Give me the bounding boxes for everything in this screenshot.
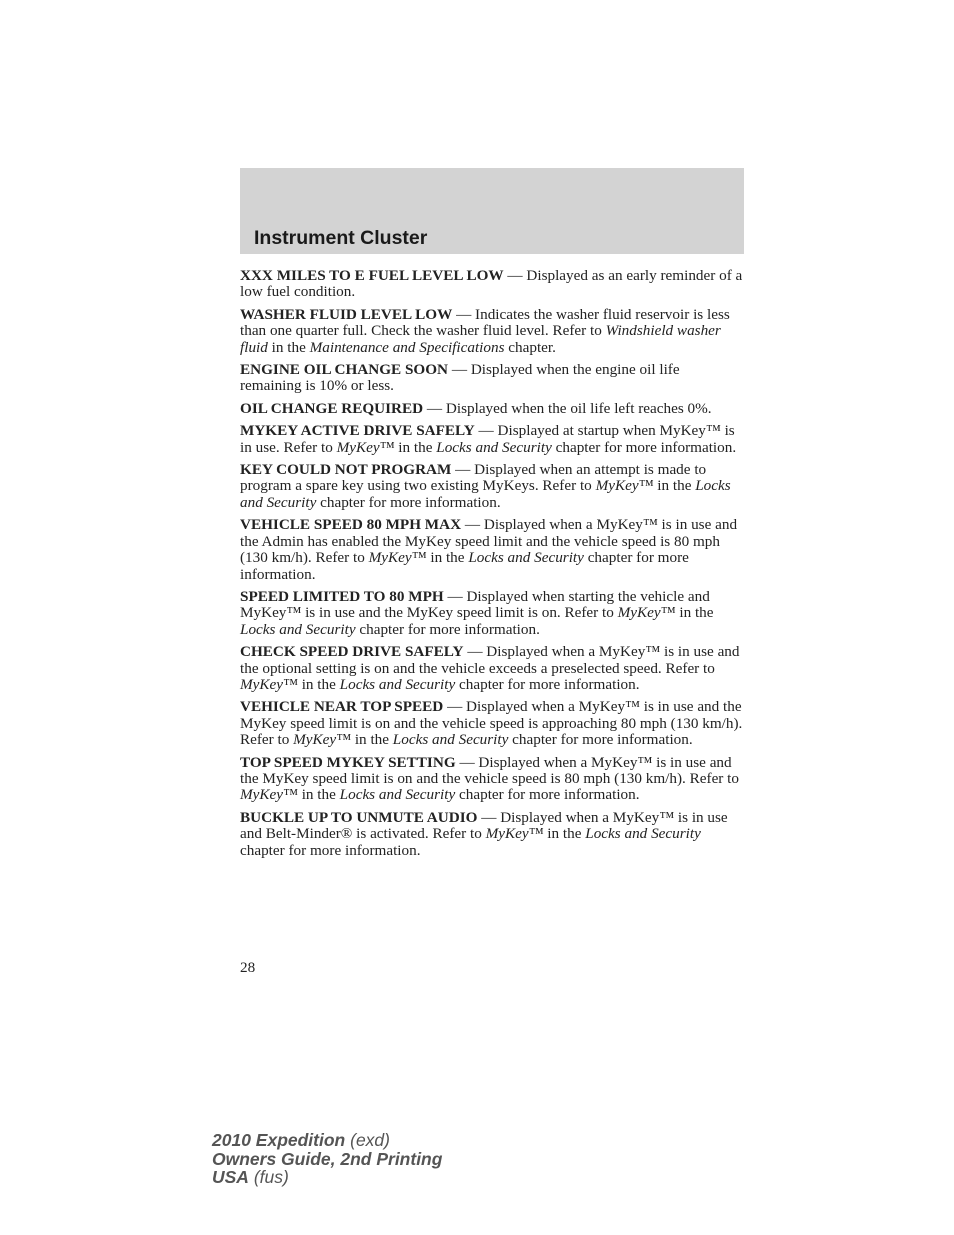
cross-reference: MyKey™ bbox=[617, 604, 676, 622]
message-description: — Displayed when an attempt is made to program a spare key using two existing MyKeys. Refer to bbox=[240, 461, 707, 495]
message-term: WASHER FLUID LEVEL LOW bbox=[240, 305, 453, 323]
message-description: in the bbox=[543, 825, 586, 843]
message-description: — Displayed at startup when MyKey™ is in use. Refer to bbox=[240, 422, 735, 456]
message-entry bbox=[240, 362, 744, 395]
message-entry bbox=[240, 517, 744, 583]
message-description: — Displayed when the oil life left reaches 0%. bbox=[423, 399, 712, 417]
cross-reference: MyKey™ bbox=[595, 477, 654, 495]
page-number: 28 bbox=[240, 959, 256, 976]
message-description: chapter for more information. bbox=[316, 493, 501, 511]
cross-reference: MyKey™ bbox=[336, 438, 395, 456]
cross-reference: Locks and Security bbox=[240, 477, 731, 511]
message-description: — Displayed when a MyKey™ is in use and the MyKey speed limit is on and the vehicle speed is 80 mph (130 km/h). Refer to bbox=[240, 753, 739, 787]
cross-reference: Locks and Security bbox=[585, 825, 701, 843]
cross-reference: MyKey™ bbox=[485, 825, 544, 843]
message-entry bbox=[240, 423, 744, 456]
cross-reference: Locks and Security bbox=[392, 731, 509, 749]
message-description: chapter. bbox=[504, 338, 556, 356]
cross-reference: MyKey™ bbox=[240, 786, 298, 804]
message-description: in the bbox=[267, 338, 310, 356]
message-term: BUCKLE UP TO UNMUTE AUDIO bbox=[240, 808, 478, 826]
section-header-band bbox=[240, 168, 744, 254]
message-term: TOP SPEED MYKEY SETTING bbox=[240, 753, 456, 771]
cross-reference: Maintenance and Specifications bbox=[309, 338, 505, 356]
message-description: — Displayed when the engine oil life remaining is 10% or less. bbox=[240, 361, 680, 395]
message-term: SPEED LIMITED TO 80 MPH bbox=[240, 587, 444, 605]
message-description: in the bbox=[675, 604, 714, 622]
message-entry bbox=[240, 462, 744, 511]
message-entry bbox=[240, 755, 744, 804]
message-entry bbox=[240, 699, 744, 748]
message-list bbox=[240, 268, 744, 865]
message-term: OIL CHANGE REQUIRED bbox=[240, 399, 424, 417]
message-entry bbox=[240, 401, 744, 417]
message-description: chapter for more information. bbox=[551, 438, 737, 456]
message-description: chapter for more information. bbox=[508, 731, 693, 749]
document-footer bbox=[212, 1131, 442, 1187]
cross-reference: Locks and Security bbox=[468, 549, 584, 567]
message-term: MYKEY ACTIVE DRIVE SAFELY bbox=[240, 422, 475, 440]
message-description: — Displayed as an early reminder of a low fuel condition. bbox=[240, 267, 743, 301]
message-entry bbox=[240, 644, 744, 693]
footer-line-3: USA (fus) bbox=[212, 1167, 289, 1187]
cross-reference: Windshield washer fluid bbox=[240, 322, 721, 356]
message-term: KEY COULD NOT PROGRAM bbox=[240, 461, 452, 479]
section-title: Instrument Cluster bbox=[254, 227, 428, 249]
message-description: chapter for more information. bbox=[240, 549, 689, 583]
message-description: in the bbox=[297, 675, 340, 693]
message-entry bbox=[240, 268, 744, 301]
message-term: VEHICLE NEAR TOP SPEED bbox=[240, 698, 444, 716]
message-description: in the bbox=[351, 731, 393, 749]
message-description: — Indicates the washer fluid reservoir is less than one quarter full. Check the washer fluid level. Refer to bbox=[240, 305, 730, 340]
message-description: chapter for more information. bbox=[240, 841, 421, 859]
cross-reference: Locks and Security bbox=[240, 620, 356, 638]
message-entry bbox=[240, 307, 744, 356]
cross-reference: MyKey™ bbox=[368, 549, 427, 567]
message-term: XXX MILES TO E FUEL LEVEL LOW bbox=[240, 267, 504, 284]
cross-reference: MyKey™ bbox=[293, 731, 352, 749]
cross-reference: Locks and Security bbox=[339, 786, 456, 804]
footer-line-2: Owners Guide, 2nd Printing bbox=[212, 1148, 443, 1169]
message-description: chapter for more information. bbox=[355, 620, 540, 638]
message-description: — Displayed when a MyKey™ is in use and the MyKey speed limit is on and the vehicle speed is approaching 80 mph (130 km/h). Refer to bbox=[240, 698, 743, 749]
message-description: in the bbox=[653, 477, 696, 495]
message-term: CHECK SPEED DRIVE SAFELY bbox=[240, 643, 464, 661]
message-description: chapter for more information. bbox=[455, 786, 640, 804]
message-description: in the bbox=[426, 549, 469, 567]
message-term: ENGINE OIL CHANGE SOON bbox=[240, 361, 449, 379]
cross-reference: MyKey™ bbox=[240, 675, 298, 693]
message-description: — Displayed when a MyKey™ is in use and Belt-Minder® is activated. Refer to bbox=[240, 808, 728, 843]
cross-reference: Locks and Security bbox=[339, 675, 456, 693]
message-description: — Displayed when starting the vehicle and MyKey™ is in use and the MyKey speed limit is on. Refer to bbox=[240, 587, 710, 622]
message-term: VEHICLE SPEED 80 MPH MAX bbox=[240, 516, 462, 534]
message-description: — Displayed when a MyKey™ is in use and the optional setting is on and the vehicle exceeds a preselected speed. Refer to bbox=[240, 643, 740, 677]
message-entry bbox=[240, 589, 744, 638]
message-description: — Displayed when a MyKey™ is in use and the Admin has enabled the MyKey speed limit and the vehicle speed is 80 mph (130 km/h). Refer to bbox=[240, 516, 738, 567]
message-entry bbox=[240, 810, 744, 859]
cross-reference: Locks and Security bbox=[436, 438, 552, 456]
message-description: in the bbox=[394, 438, 437, 456]
footer-line-1: 2010 Expedition (exd) bbox=[212, 1130, 390, 1150]
message-description: chapter for more information. bbox=[455, 675, 640, 693]
message-description: in the bbox=[297, 786, 340, 804]
